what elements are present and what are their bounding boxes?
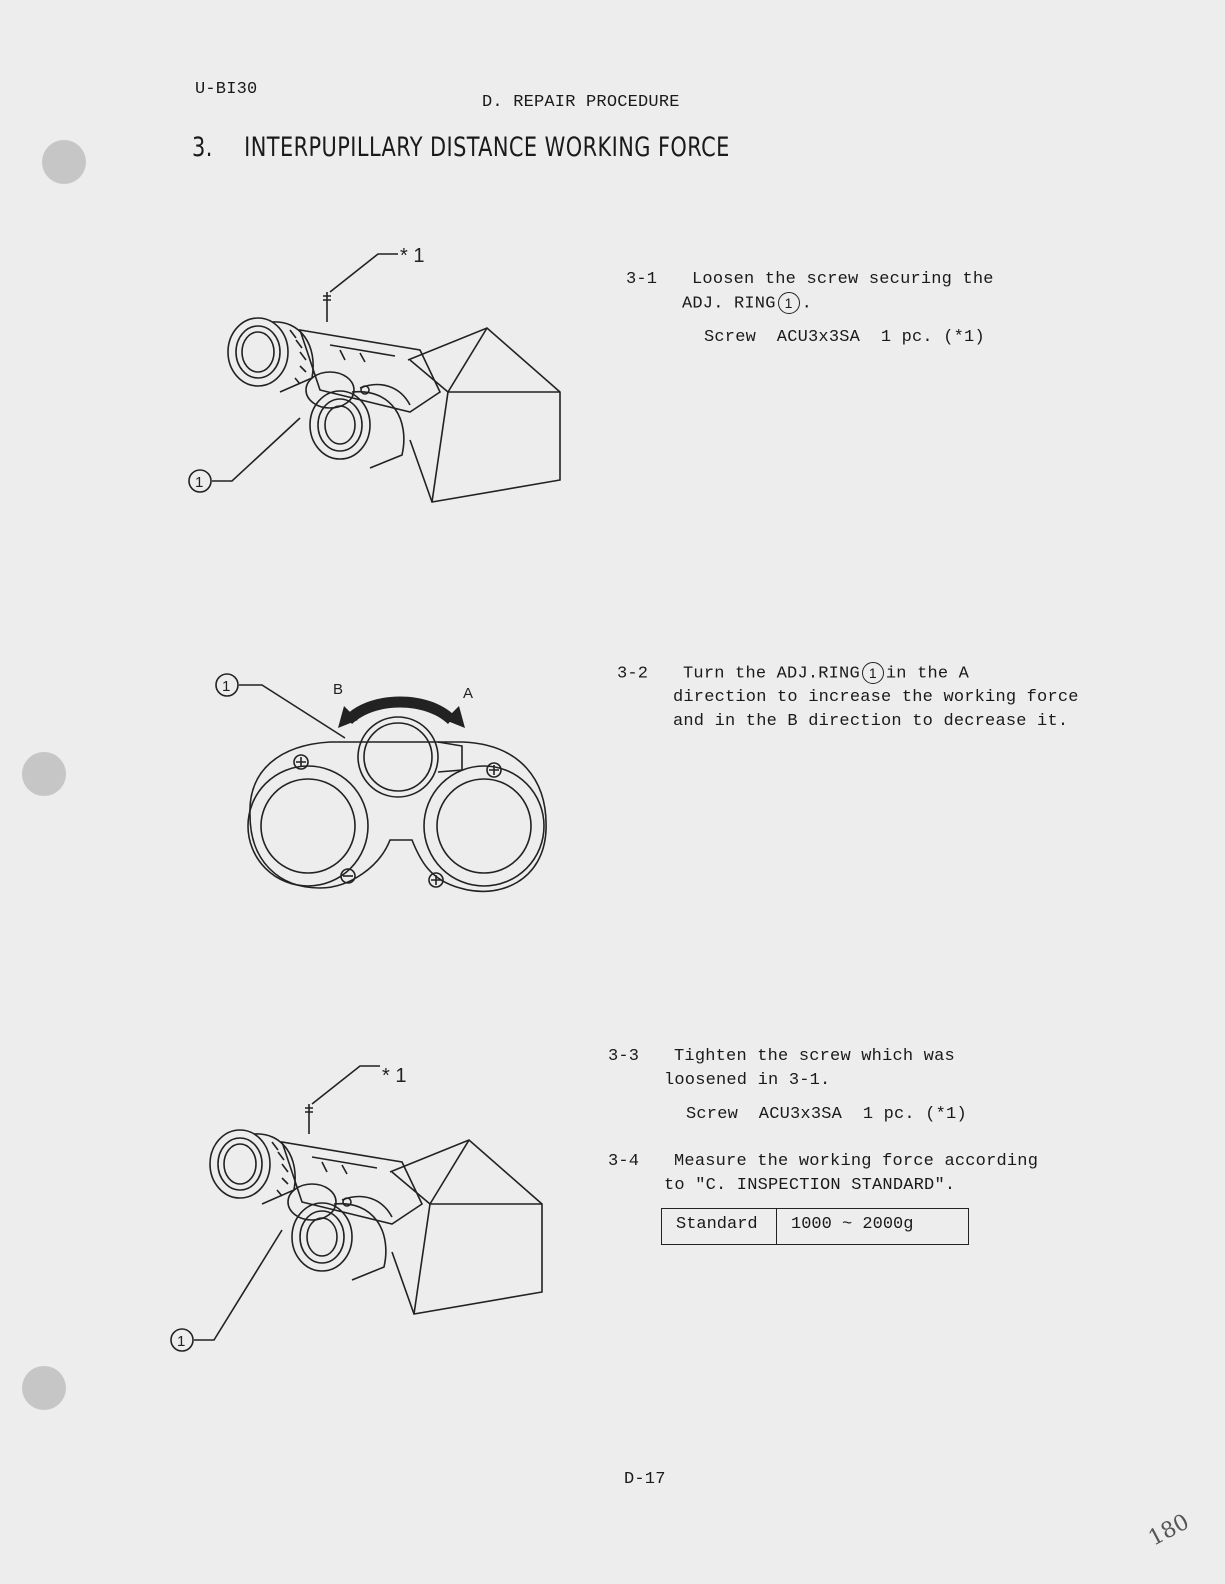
step-3-1-period: . (801, 294, 813, 314)
section-header: D. REPAIR PROCEDURE (482, 93, 680, 112)
step-3-4-number: 3-4 (608, 1152, 640, 1171)
step-3-3-number: 3-3 (608, 1047, 640, 1066)
page-number: D-17 (624, 1470, 666, 1489)
model-code: U-BI30 (195, 80, 258, 99)
step-3-3-line1: Tighten the screw which was (674, 1047, 955, 1066)
standard-table (661, 1208, 969, 1245)
step-3-3-line2: loosened in 3-1. (664, 1071, 831, 1090)
step-3-1-part: Screw ACU3x3SA 1 pc. (*1) (704, 328, 985, 348)
handwritten-note: 180 (1144, 1509, 1194, 1552)
step-3-2-line1: Turn the ADJ.RING (683, 664, 860, 684)
fig2-ring-callout: 1 (222, 678, 231, 695)
standard-label: Standard (662, 1209, 777, 1245)
step-3-4-line2: to "C. INSPECTION STANDARD". (664, 1176, 956, 1195)
step-3-1-line1: Loosen the screw securing the (692, 270, 994, 289)
step-3-1-number: 3-1 (626, 270, 658, 289)
step-3-4-line1: Measure the working force according (674, 1152, 1039, 1171)
step-3-2-number: 3-2 (617, 664, 649, 684)
step-3-2 (617, 662, 1079, 734)
fig3-ring-callout: 1 (177, 1333, 186, 1350)
step-3-2-line2: direction to increase the working force (673, 688, 1079, 708)
standard-value: 1000 ~ 2000g (777, 1209, 969, 1245)
title-text: INTERPUPILLARY DISTANCE WORKING FORCE (244, 132, 730, 163)
ring-number-badge: 1 (862, 662, 884, 684)
step-3-2-line1-end: in the A (885, 664, 970, 684)
direction-a-label: A (463, 685, 474, 702)
step-3-4 (608, 1150, 1038, 1198)
table-row (662, 1209, 969, 1245)
direction-b-label: B (333, 681, 344, 698)
step-3-1-line2: ADJ. RING (682, 294, 776, 314)
step-3-3-part: Screw ACU3x3SA 1 pc. (*1) (686, 1105, 967, 1124)
fig1-screw-callout: * 1 (400, 245, 425, 267)
step-3-2-line3: and in the B direction to decrease it. (673, 712, 1069, 732)
title-number: 3. (192, 132, 213, 163)
step-3-3 (608, 1045, 967, 1127)
fig1-ring-callout: 1 (195, 474, 204, 491)
step-3-1 (626, 268, 994, 350)
fig3-screw-callout: * 1 (382, 1065, 407, 1087)
ring-number-badge: 1 (778, 292, 800, 314)
